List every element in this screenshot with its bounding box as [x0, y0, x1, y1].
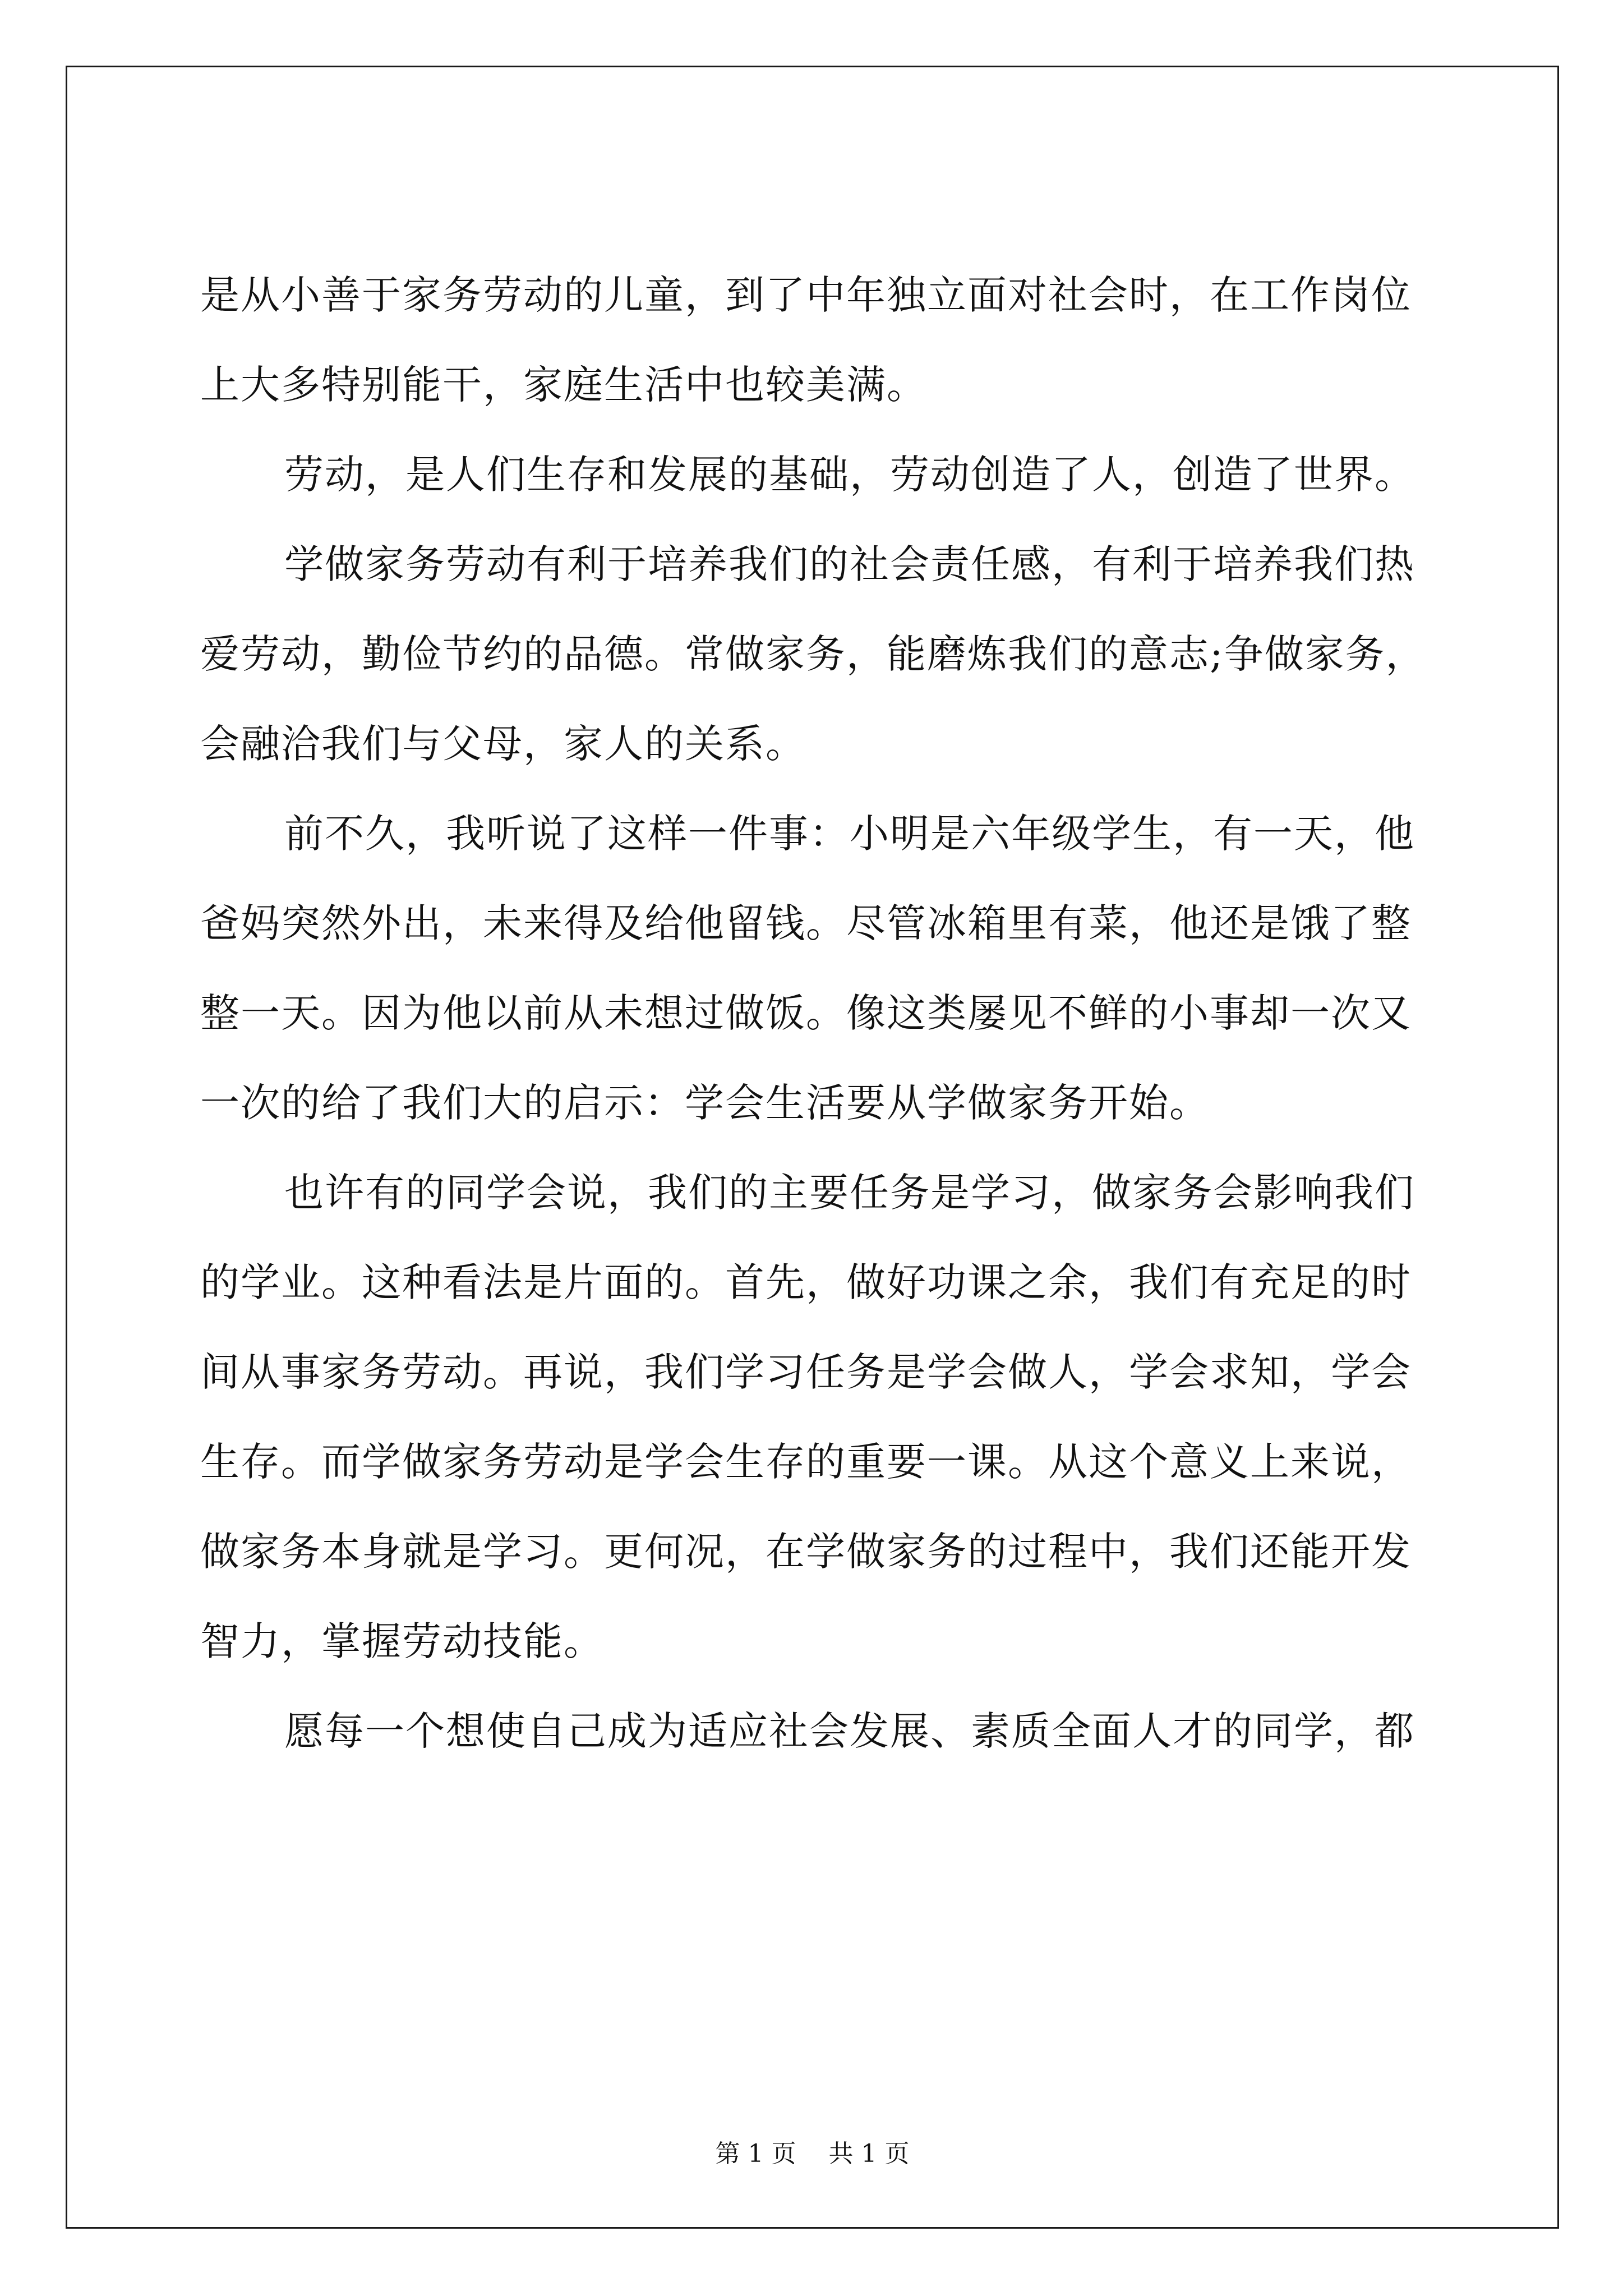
text-line: 生存。而学做家务劳动是学会生存的重要一课。从这个意义上来说，	[200, 1439, 1412, 1485]
text-line: 也许有的同学会说，我们的主要任务是学习，做家务会影响我们	[284, 1170, 1415, 1216]
text-line: 劳动，是人们生存和发展的基础，劳动创造了人，创造了世界。	[284, 452, 1415, 498]
page-number: 第 1 页	[715, 2139, 796, 2168]
text-line: 间从事家务劳动。再说，我们学习任务是学会做人，学会求知，学会	[200, 1349, 1412, 1395]
text-line: 爸妈突然外出，未来得及给他留钱。尽管冰箱里有菜，他还是饿了整	[200, 900, 1412, 946]
text-line: 学做家务劳动有利于培养我们的社会责任感，有利于培养我们热	[284, 541, 1415, 587]
page-footer	[67, 2137, 1557, 2171]
text-line: 智力，掌握劳动技能。	[200, 1618, 604, 1664]
text-line: 爱劳动，勤俭节约的品德。常做家务，能磨炼我们的意志;争做家务，	[200, 631, 1426, 677]
text-line: 上大多特别能干，家庭生活中也较美满。	[200, 362, 927, 408]
text-line: 的学业。这种看法是片面的。首先，做好功课之余，我们有充足的时	[200, 1259, 1412, 1305]
text-line: 做家务本身就是学习。更何况，在学做家务的过程中，我们还能开发	[200, 1529, 1412, 1575]
text-line: 整一天。因为他以前从未想过做饭。像这类屡见不鲜的小事却一次又	[200, 990, 1412, 1036]
text-line: 愿每一个想使自己成为适应社会发展、素质全面人才的同学，都	[284, 1708, 1415, 1754]
page-total: 共 1 页	[828, 2139, 910, 2168]
text-line: 是从小善于家务劳动的儿童，到了中年独立面对社会时，在工作岗位	[200, 272, 1412, 318]
text-line: 前不久，我听说了这样一件事：小明是六年级学生，有一天，他	[284, 811, 1415, 857]
page-frame	[66, 66, 1559, 2229]
text-line: 一次的给了我们大的启示：学会生活要从学做家务开始。	[200, 1080, 1210, 1126]
document-body	[200, 67, 1560, 2230]
text-line: 会融洽我们与父母，家人的关系。	[200, 721, 806, 767]
